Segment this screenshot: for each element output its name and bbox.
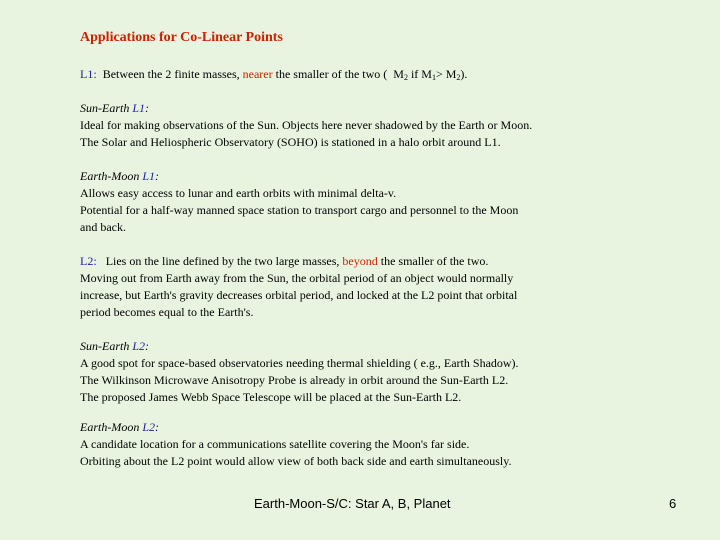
earth-moon-l1-heading xyxy=(80,168,680,185)
earth-moon-l1-line-1: Allows easy access to lunar and earth orbits with minimal delta-v. xyxy=(80,186,397,200)
sun-earth-l2-heading xyxy=(80,338,680,355)
earth-moon-l1-section xyxy=(80,168,680,236)
l2-text-pre: Lies on the line defined by the two large masses, xyxy=(96,254,343,268)
l1-line xyxy=(80,66,680,83)
sun-earth-l2-section xyxy=(80,338,680,406)
earth-moon-l1-line-2: Potential for a half-way manned space station to transport cargo and personnel to the Moon xyxy=(80,203,519,217)
slide-title: Applications for Co-Linear Points xyxy=(80,30,283,45)
l1-paragraph xyxy=(80,66,680,83)
earth-moon-l1-heading-main: Earth-Moon xyxy=(80,169,143,183)
earth-moon-l1-heading-code: L1 xyxy=(142,169,156,183)
sun-earth-l2-line-1: A good spot for space-based observatories needing thermal shielding ( e.g., Earth Shadow). xyxy=(80,356,519,370)
sun-earth-l1-heading-code: L1 xyxy=(132,101,146,115)
l2-line-1: Moving out from Earth away from the Sun, the orbital period of an object would normally xyxy=(80,271,514,285)
earth-moon-l2-line-2: Orbiting about the L2 point would allow view of both back side and earth simultaneously. xyxy=(80,454,512,468)
earth-moon-l1-line-3: and back. xyxy=(80,220,126,234)
sun-earth-l1-heading-main: Sun-Earth xyxy=(80,101,133,115)
l1-sub-1: 1 xyxy=(431,73,436,82)
sun-earth-l2-heading-main: Sun-Earth xyxy=(80,339,133,353)
l2-label: L2 xyxy=(80,254,94,268)
l1-text-if: if M xyxy=(407,67,432,81)
earth-moon-l1-heading-colon: : xyxy=(155,169,160,183)
earth-moon-l2-section xyxy=(80,419,680,470)
l2-colon: : xyxy=(93,254,97,268)
l2-highlight: beyond xyxy=(342,254,378,268)
sun-earth-l2-heading-code: L2 xyxy=(132,339,146,353)
sun-earth-l2-heading-colon: : xyxy=(145,339,150,353)
slide-footer: Earth-Moon-S/C: Star A, B, Planet xyxy=(254,496,451,511)
l1-sub-2b: 2 xyxy=(456,73,461,82)
earth-moon-l2-heading xyxy=(80,419,680,436)
l2-line-2: increase, but Earth's gravity decreases orbital period, and locked at the L2 point that orbital xyxy=(80,288,518,302)
l2-line xyxy=(80,253,680,270)
sun-earth-l2-line-2: The Wilkinson Microwave Anisotropy Probe is already in orbit around the Sun-Earth L2. xyxy=(80,373,509,387)
l1-label: L1 xyxy=(80,67,94,81)
l1-text-gt: > M xyxy=(435,67,457,81)
l1-highlight: nearer xyxy=(242,67,273,81)
sun-earth-l2-line-3: The proposed James Webb Space Telescope will be placed at the Sun-Earth L2. xyxy=(80,390,462,404)
l1-text-pre: Between the 2 finite masses, xyxy=(96,67,243,81)
l1-text-post: the smaller of the two ( M xyxy=(272,67,404,81)
l1-colon: : xyxy=(93,67,97,81)
sun-earth-l1-heading xyxy=(80,100,680,117)
earth-moon-l2-line-1: A candidate location for a communications satellite covering the Moon's far side. xyxy=(80,437,470,451)
sun-earth-l1-heading-colon: : xyxy=(145,101,150,115)
l1-text-end: ). xyxy=(460,67,468,81)
sun-earth-l1-line-2: The Solar and Heliospheric Observatory (SOHO) is stationed in a halo orbit around L1. xyxy=(80,135,501,149)
sun-earth-l1-line-1: Ideal for making observations of the Sun. Objects here never shadowed by the Earth or Moon. xyxy=(80,118,533,132)
page-number: 6 xyxy=(669,496,677,511)
earth-moon-l2-heading-colon: : xyxy=(155,420,160,434)
earth-moon-l2-heading-code: L2 xyxy=(142,420,156,434)
l2-paragraph xyxy=(80,253,680,321)
l1-sub-2: 2 xyxy=(403,73,408,82)
sun-earth-l1-section xyxy=(80,100,680,151)
earth-moon-l2-heading-main: Earth-Moon xyxy=(80,420,143,434)
l2-text-post: the smaller of the two. xyxy=(377,254,489,268)
l2-line-3: period becomes equal to the Earth's. xyxy=(80,305,254,319)
